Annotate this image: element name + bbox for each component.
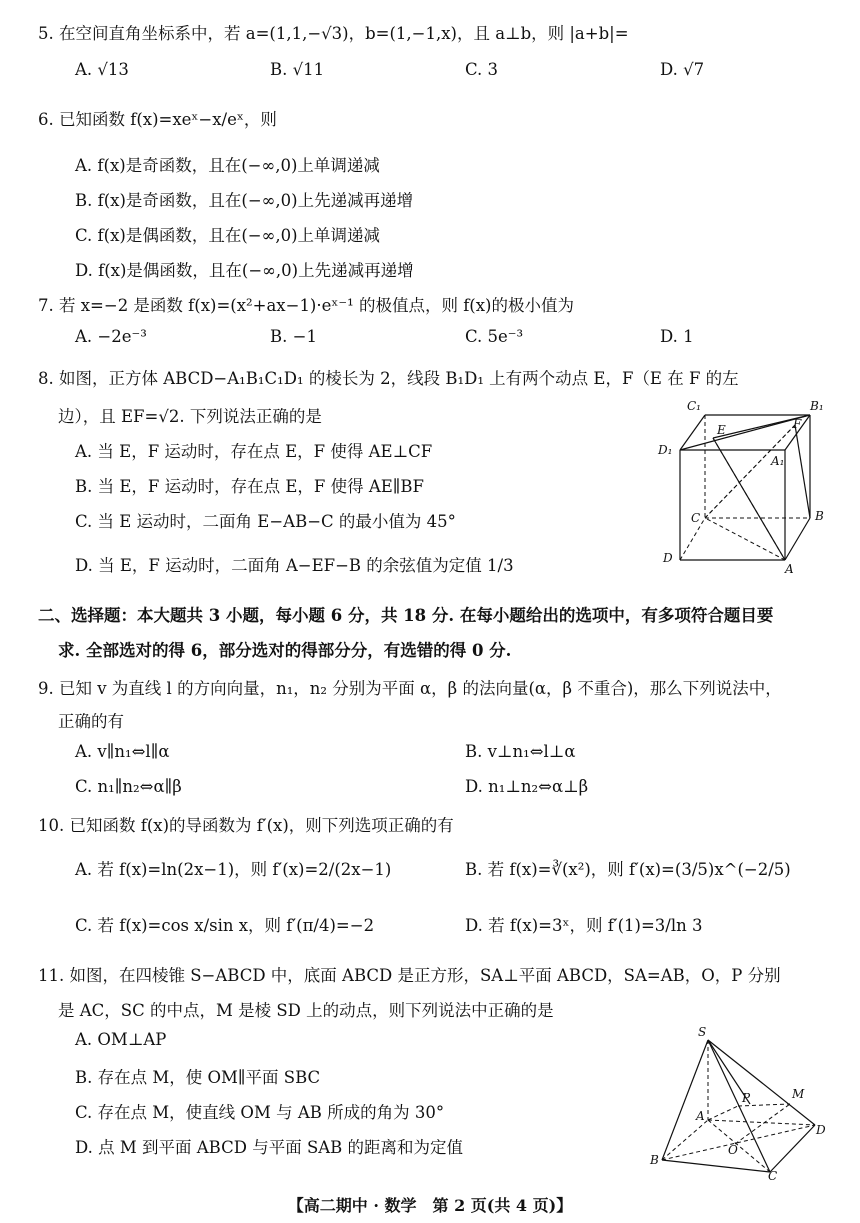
q9-stem-line1: 9. 已知 v 为直线 l 的方向向量，n₁，n₂ 分别为平面 α，β 的法向量(α，β 不重合)，那么下列说法中， — [38, 679, 782, 698]
pyramid-label-s: S — [698, 1025, 707, 1039]
q6-option-a: A. f(x)是奇函数，且在(−∞,0)上单调递减 — [75, 156, 380, 175]
cube-label-d1: D₁ — [658, 443, 673, 457]
cube-figure — [655, 390, 835, 580]
pyramid-label-d: D — [816, 1123, 826, 1137]
q6-option-b: B. f(x)是奇函数，且在(−∞,0)上先递减再递增 — [75, 191, 414, 210]
q7-option-b: B. −1 — [270, 327, 317, 346]
pyramid-label-c: C — [768, 1169, 778, 1182]
q10-stem: 10. 已知函数 f(x)的导函数为 f′(x)，则下列选项正确的有 — [38, 816, 454, 835]
q9-option-b: B. v⊥n₁⇔l⊥α — [465, 742, 576, 761]
cube-label-b1: B₁ — [810, 399, 824, 413]
q7-option-c: C. 5e⁻³ — [465, 327, 524, 346]
pyramid-label-p: P — [742, 1091, 751, 1105]
page-footer: 【高二期中 · 数学 第 2 页(共 4 页)】 — [287, 1196, 573, 1215]
cube-label-a: A — [785, 562, 794, 576]
q5-option-b: B. √11 — [270, 60, 325, 79]
pyramid-figure — [640, 1022, 830, 1182]
q8-option-c: C. 当 E 运动时，二面角 E−AB−C 的最小值为 45° — [75, 512, 456, 531]
q8-stem-line2: 边），且 EF=√2. 下列说法正确的是 — [58, 407, 322, 426]
q9-option-a: A. v∥n₁⇔l∥α — [75, 742, 170, 761]
q5-option-a: A. √13 — [75, 60, 129, 79]
q5-stem: 5. 在空间直角坐标系中，若 a=(1,1,−√3)，b=(1,−1,x)，且 a⊥b，则 |a+b|= — [38, 24, 629, 43]
cube-label-c: C — [691, 511, 701, 525]
q6-option-c: C. f(x)是偶函数，且在(−∞,0)上单调递减 — [75, 226, 381, 245]
q9-stem-line2: 正确的有 — [58, 712, 124, 731]
q10-option-c: C. 若 f(x)=cos x/sin x，则 f′(π/4)=−2 — [75, 916, 375, 935]
cube-label-c1: C₁ — [687, 399, 701, 413]
q11-stem-line1: 11. 如图，在四棱锥 S−ABCD 中，底面 ABCD 是正方形，SA⊥平面 ABCD，SA=AB，O，P 分别 — [38, 966, 781, 985]
q11-option-c: C. 存在点 M，使直线 OM 与 AB 所成的角为 30° — [75, 1103, 445, 1122]
pyramid-label-b: B — [650, 1153, 659, 1167]
q8-stem-line1: 8. 如图，正方体 ABCD−A₁B₁C₁D₁ 的棱长为 2，线段 B₁D₁ 上有两个动点 E，F（E 在 F 的左 — [38, 369, 739, 388]
q5-option-d: D. √7 — [660, 60, 705, 79]
q7-option-a: A. −2e⁻³ — [75, 327, 147, 346]
q5-option-c: C. 3 — [465, 60, 499, 79]
q8-option-d: D. 当 E，F 运动时，二面角 A−EF−B 的余弦值为定值 1/3 — [75, 556, 514, 575]
cube-label-e: E — [717, 423, 726, 437]
q9-option-c: C. n₁∥n₂⇔α∥β — [75, 777, 182, 796]
pyramid-label-m: M — [792, 1087, 805, 1101]
cube-label-d: D — [663, 551, 673, 565]
q11-option-b: B. 存在点 M，使 OM∥平面 SBC — [75, 1068, 321, 1087]
cube-label-b: B — [815, 509, 824, 523]
pyramid-label-o: O — [728, 1143, 738, 1157]
section2-line2: 求. 全部选对的得 6，部分选对的得部分分，有选错的得 0 分. — [58, 641, 512, 660]
q11-option-d: D. 点 M 到平面 ABCD 与平面 SAB 的距离和为定值 — [75, 1138, 464, 1157]
cube-label-a1: A₁ — [771, 454, 785, 468]
q10-option-a: A. 若 f(x)=ln(2x−1)，则 f′(x)=2/(2x−1) — [75, 860, 392, 879]
cube-label-f: F — [793, 417, 802, 431]
q9-option-d: D. n₁⊥n₂⇔α⊥β — [465, 777, 589, 796]
pyramid-label-a: A — [696, 1109, 705, 1123]
q7-stem: 7. 若 x=−2 是函数 f(x)=(x²+ax−1)·eˣ⁻¹ 的极值点，则 f(x)的极小值为 — [38, 296, 574, 315]
q7-option-d: D. 1 — [660, 327, 694, 346]
q11-option-a: A. OM⊥AP — [75, 1030, 167, 1049]
q8-option-a: A. 当 E，F 运动时，存在点 E，F 使得 AE⊥CF — [75, 442, 433, 461]
q10-option-d: D. 若 f(x)=3ˣ，则 f′(1)=3/ln 3 — [465, 916, 703, 935]
section2-line1: 二、选择题：本大题共 3 小题，每小题 6 分，共 18 分. 在每小题给出的选项中，有多项符合题目要 — [38, 606, 774, 625]
q6-option-d: D. f(x)是偶函数，且在(−∞,0)上先递减再递增 — [75, 261, 414, 280]
q6-stem: 6. 已知函数 f(x)=xeˣ−x/eˣ，则 — [38, 110, 277, 129]
q8-option-b: B. 当 E，F 运动时，存在点 E，F 使得 AE∥BF — [75, 477, 424, 496]
q11-stem-line2: 是 AC，SC 的中点，M 是棱 SD 上的动点，则下列说法中正确的是 — [58, 1001, 554, 1020]
q10-option-b: B. 若 f(x)=∛(x²)，则 f′(x)=(3/5)x^(−2/5) — [465, 860, 791, 879]
